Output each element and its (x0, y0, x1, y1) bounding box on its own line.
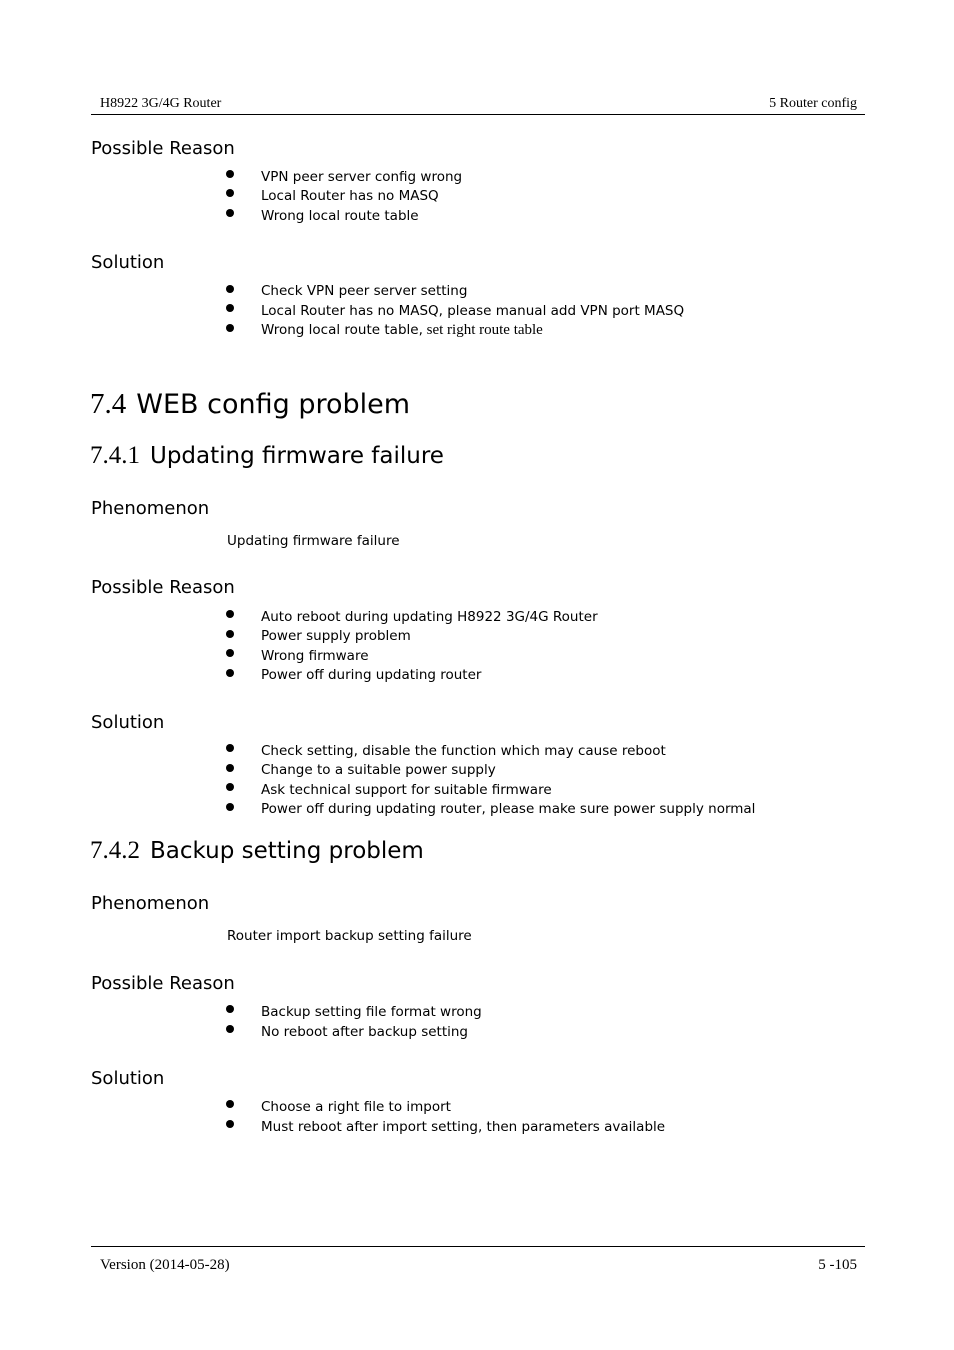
bullet (226, 209, 234, 217)
bullet (226, 1025, 234, 1033)
phenomenon-heading: Phenomenon (91, 893, 210, 914)
bullet (226, 669, 234, 677)
bullet (226, 1100, 234, 1108)
list-item: Wrong firmware (261, 648, 369, 664)
bullet (226, 1005, 234, 1013)
list-item: Must reboot after import setting, then parameters available (261, 1119, 666, 1135)
bullet (226, 324, 234, 332)
solution-heading: Solution (91, 1068, 165, 1089)
header-divider (91, 114, 865, 115)
list-item: Check VPN peer server setting (261, 283, 468, 299)
list-item: Change to a suitable power supply (261, 762, 496, 778)
section-number: 7.4 (90, 388, 127, 420)
footer-version: Version (2014-05-28) (100, 1257, 230, 1273)
bullet (226, 1120, 234, 1128)
list-item-text-tail: set right route table (422, 322, 543, 338)
list-item: Power off during updating router, please make sure power supply normal (261, 801, 756, 817)
list-item: Backup setting file format wrong (261, 1004, 482, 1020)
list-item: Check setting, disable the function which may cause reboot (261, 743, 666, 759)
bullet (226, 803, 234, 811)
bullet (226, 649, 234, 657)
section-heading-7-4-1 (90, 442, 444, 470)
section-title: Backup setting problem (150, 838, 424, 864)
phenomenon-heading: Phenomenon (91, 498, 210, 519)
bullet (226, 189, 234, 197)
section-heading-7-4 (90, 388, 410, 421)
phenomenon-text: Updating firmware failure (227, 533, 400, 549)
list-item: Local Router has no MASQ (261, 188, 439, 204)
section-title: Updating firmware failure (150, 443, 444, 469)
list-item: Local Router has no MASQ, please manual add VPN port MASQ (261, 303, 685, 319)
footer-page-number: 5 -105 (818, 1257, 857, 1273)
top-solution-heading: Solution (91, 252, 165, 273)
solution-heading: Solution (91, 712, 165, 733)
bullet (226, 170, 234, 178)
bullet (226, 610, 234, 618)
list-item: Auto reboot during updating H8922 3G/4G Router (261, 609, 598, 625)
footer-divider (91, 1246, 865, 1247)
bullet (226, 783, 234, 791)
phenomenon-text: Router import backup setting failure (227, 928, 472, 944)
list-item: Wrong local route table (261, 208, 419, 224)
section-title: WEB config problem (136, 389, 411, 420)
header-chapter: 5 Router config (769, 96, 857, 111)
header-doc-title: H8922 3G/4G Router (100, 96, 222, 111)
list-item: Ask technical support for suitable firmware (261, 782, 552, 798)
section-heading-7-4-2 (90, 837, 424, 865)
list-item: Power off during updating router (261, 667, 482, 683)
bullet (226, 304, 234, 312)
section-number: 7.4.2 (90, 837, 140, 864)
top-reason-heading: Possible Reason (91, 138, 235, 159)
section-number: 7.4.1 (90, 442, 140, 469)
list-item-text: Wrong local route table, (261, 322, 423, 338)
bullet (226, 285, 234, 293)
list-item: Power supply problem (261, 628, 411, 644)
list-item (261, 322, 543, 339)
reason-heading: Possible Reason (91, 577, 235, 598)
bullet (226, 764, 234, 772)
list-item: VPN peer server config wrong (261, 169, 463, 185)
reason-heading: Possible Reason (91, 973, 235, 994)
bullet (226, 744, 234, 752)
bullet (226, 630, 234, 638)
list-item: No reboot after backup setting (261, 1024, 468, 1040)
list-item: Choose a right file to import (261, 1099, 451, 1115)
